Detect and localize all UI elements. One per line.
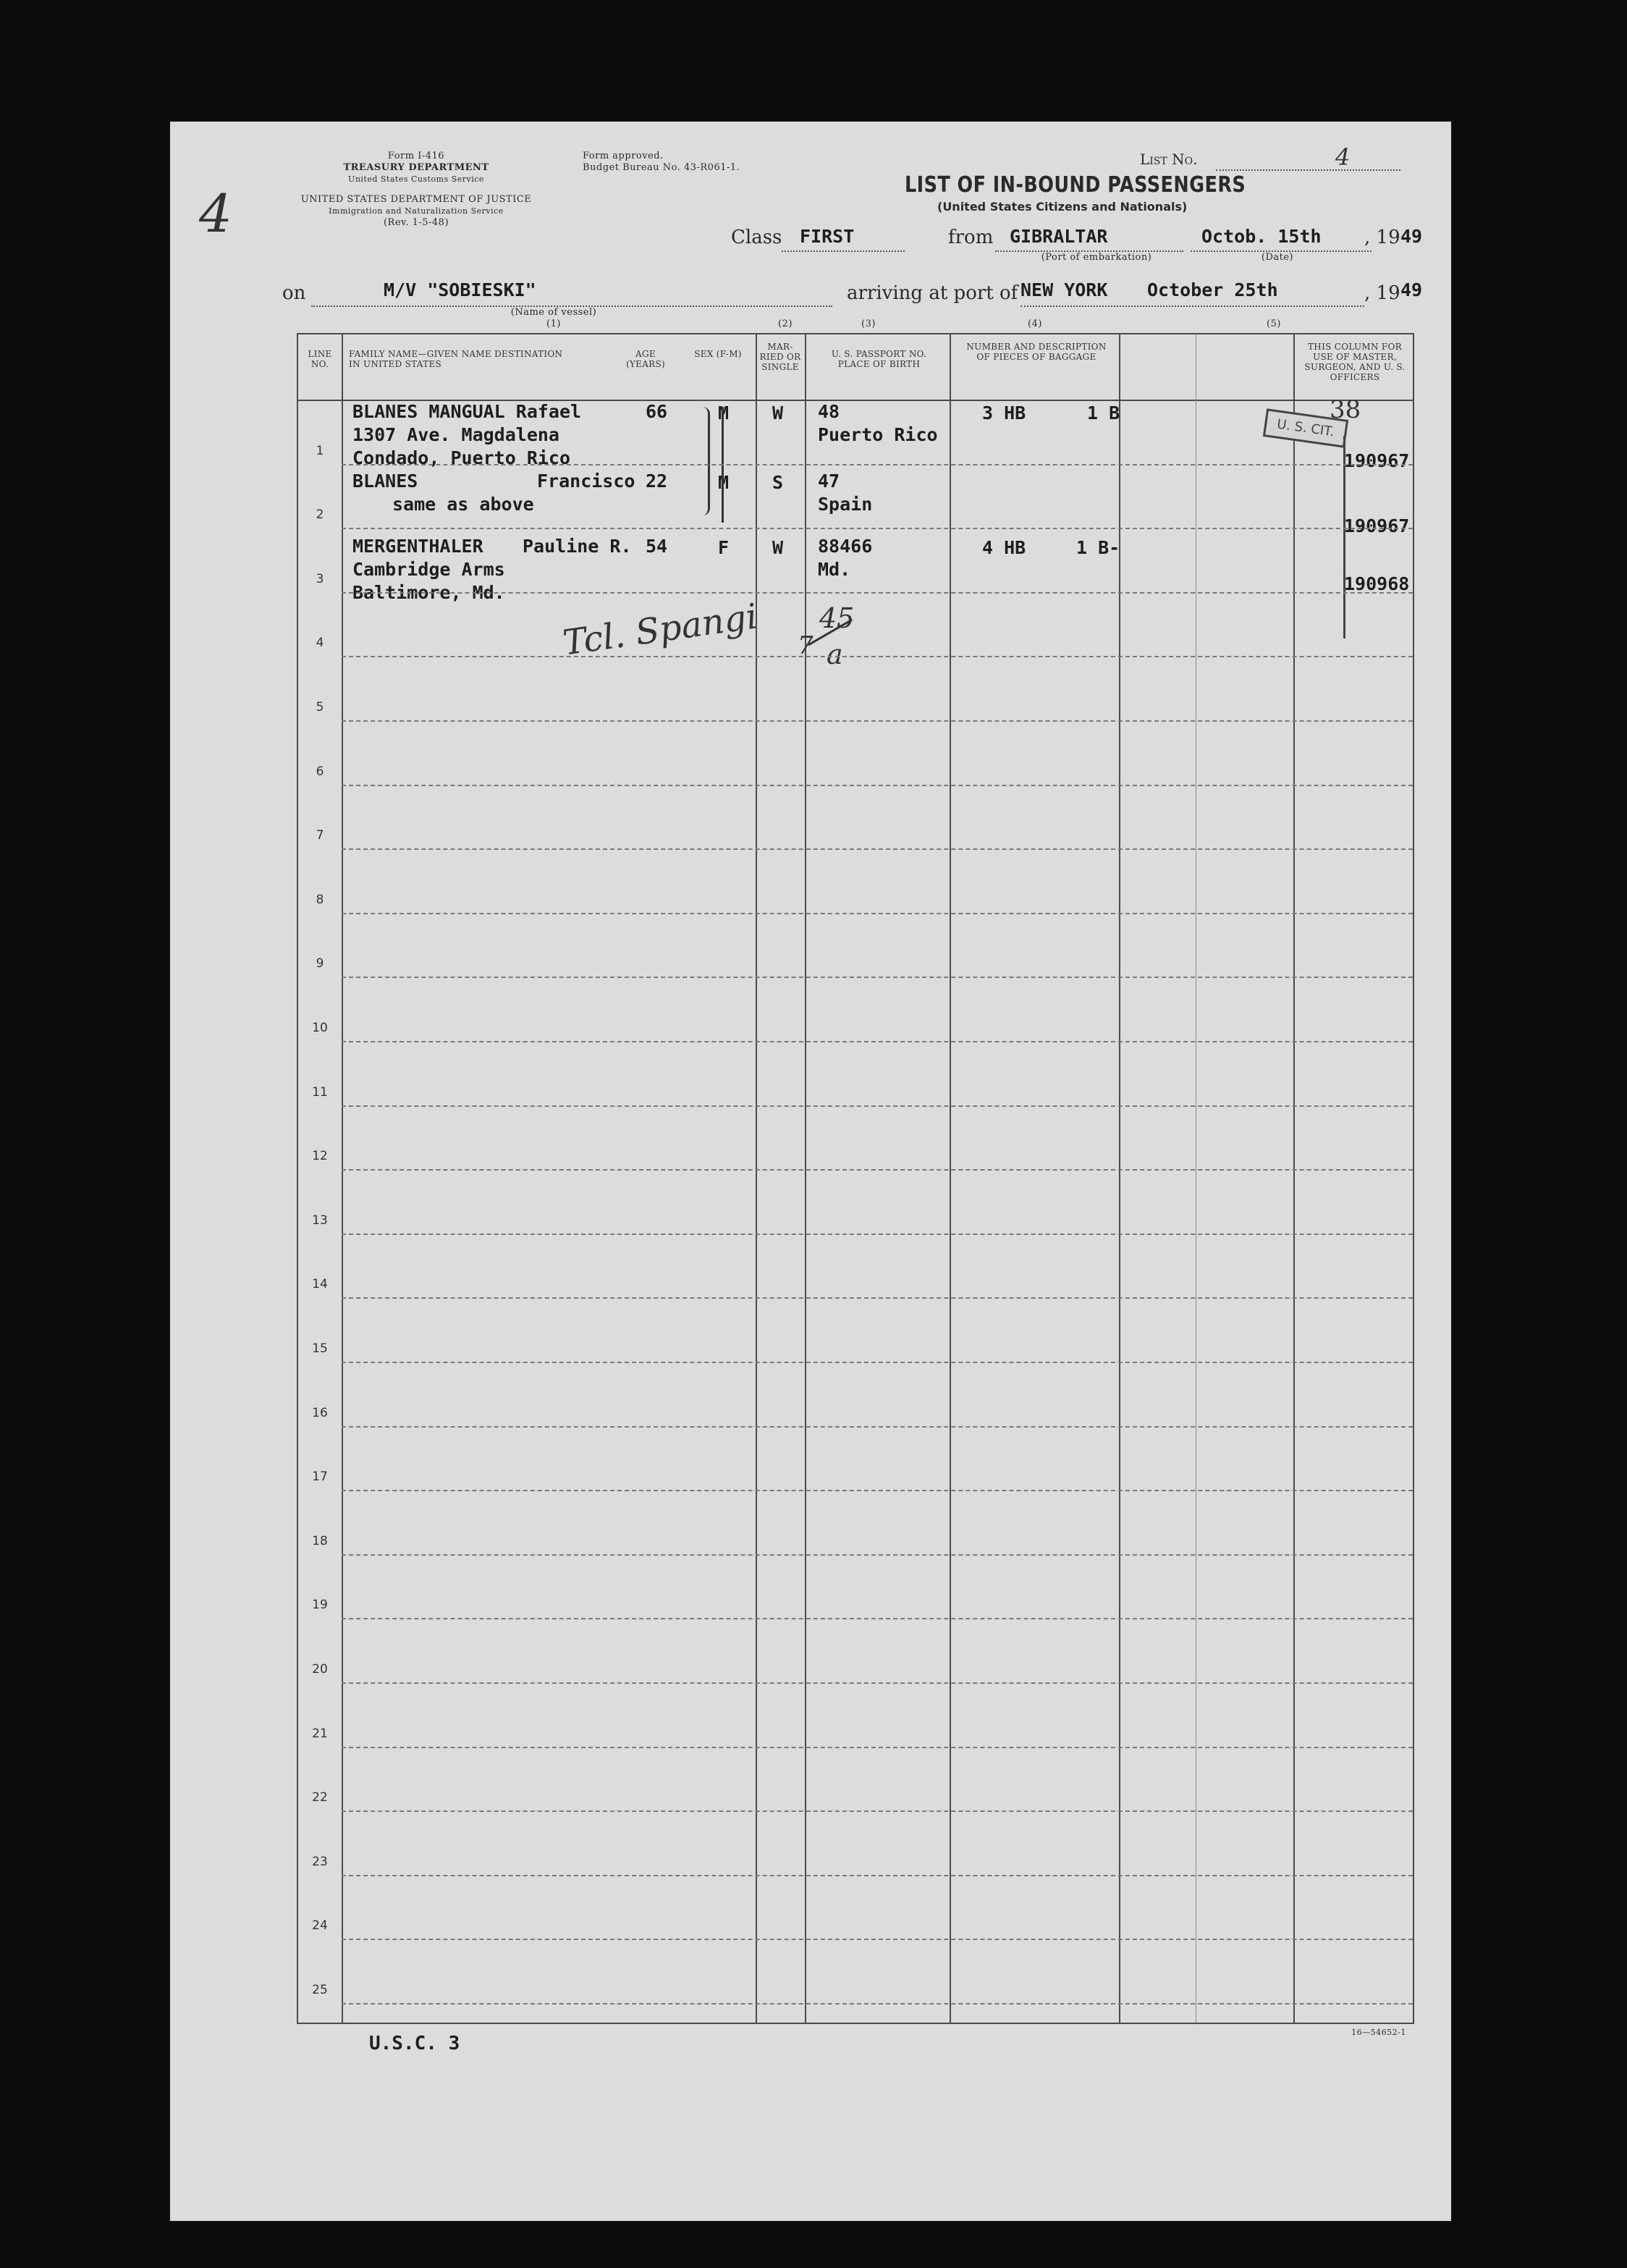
passenger-passport: 88466 <box>818 536 873 557</box>
passenger-sex: F <box>718 537 730 558</box>
col-header-age: AGE (YEARS) <box>625 349 666 369</box>
line-number: 1 <box>316 443 324 458</box>
table-row-line <box>342 1105 1413 1107</box>
line-number: 9 <box>316 956 324 971</box>
year-prefix: , 19 <box>1364 227 1400 248</box>
class-label: Class <box>731 227 782 248</box>
arrival-port: NEW YORK <box>1020 279 1108 300</box>
col-header-line-no: LINE NO. <box>308 349 332 369</box>
line-number: 4 <box>316 636 324 651</box>
line-number: 20 <box>312 1662 328 1677</box>
list-no-line <box>1216 169 1400 171</box>
passenger-passport: 48 <box>818 401 840 422</box>
line-number: 24 <box>312 1918 328 1934</box>
passenger-address: Cambridge Arms <box>352 559 505 580</box>
table-row-line <box>342 1041 1413 1042</box>
passenger-address: 1307 Ave. Magdalena <box>352 424 559 445</box>
footer-form-code: U.S.C. 3 <box>369 2033 460 2054</box>
col-divider <box>1293 334 1295 2023</box>
class-value: FIRST <box>800 226 855 247</box>
table-row-line <box>342 1426 1413 1428</box>
treasury-department: TREASURY DEPARTMENT <box>343 162 489 173</box>
officer-handwritten: 38 <box>1330 395 1361 424</box>
table-row-line <box>342 464 1413 465</box>
line-number: 14 <box>312 1277 328 1292</box>
passenger-address: same as above <box>392 494 534 515</box>
passenger-address: Baltimore, Md. <box>352 582 505 603</box>
arrival-date: October 25th <box>1147 279 1278 300</box>
handwritten-fraction-top: 45 <box>819 602 855 634</box>
passenger-sex: M <box>718 402 730 423</box>
table-row-line <box>342 2003 1413 2004</box>
table-row-line <box>342 1875 1413 1876</box>
col-divider <box>756 334 757 2023</box>
table-row-line <box>342 913 1413 914</box>
passenger-baggage: 3 HB <box>982 402 1026 423</box>
line-number: 6 <box>316 764 324 779</box>
form-title: LIST OF IN-BOUND PASSENGERS <box>905 172 1246 198</box>
col-header-married: MAR- RIED OR SINGLE <box>759 342 801 372</box>
form-approved: Form approved. <box>583 151 664 161</box>
line-number: 16 <box>312 1405 328 1420</box>
revision: (Rev. 1-5-48) <box>383 217 449 228</box>
passenger-baggage-extra: 1 B- <box>1076 537 1120 558</box>
passenger-name: MERGENTHALER <box>352 536 483 557</box>
passenger-marital: W <box>772 402 784 423</box>
col3-number: (3) <box>861 319 876 329</box>
year2-value: 49 <box>1400 279 1423 300</box>
passenger-given-name: Francisco <box>537 471 635 492</box>
line-number: 5 <box>316 700 324 714</box>
line-number: 10 <box>312 1021 328 1035</box>
passenger-list-form <box>170 122 1451 2221</box>
footer-print-code: 16—54652-1 <box>1351 2028 1406 2037</box>
form-subtitle: (United States Citizens and Nationals) <box>937 200 1188 214</box>
passenger-name: BLANES <box>352 471 418 492</box>
passenger-marital: W <box>772 537 784 558</box>
line-number: 7 <box>316 828 324 843</box>
col-header-officers: THIS COLUMN FOR USE OF MASTER, SURGEON, AND U. S. OFFICERS <box>1304 342 1406 382</box>
table-row-line <box>342 1939 1413 1940</box>
passenger-baggage: 4 HB <box>982 537 1026 558</box>
handwritten-fraction-mid: 7 <box>798 631 814 660</box>
officer-number: 190967 <box>1344 450 1410 471</box>
stamp-vertical-line <box>1343 436 1345 638</box>
line-number: 18 <box>312 1533 328 1548</box>
table-row-line <box>342 720 1413 722</box>
arriving-label: arriving at port of <box>847 282 1018 304</box>
passenger-age: 66 <box>646 401 668 422</box>
table-row-line <box>342 785 1413 786</box>
list-no-label: List No. <box>1140 151 1198 168</box>
officer-number: 190967 <box>1344 515 1410 536</box>
line-number: 21 <box>312 1726 328 1741</box>
table-row-line <box>342 1810 1413 1812</box>
table-row-line <box>342 1490 1413 1491</box>
col-header-passport: U. S. PASSPORT NO. PLACE OF BIRTH <box>831 349 927 369</box>
table-row-line <box>342 1747 1413 1748</box>
handwritten-signature: Tcl. Spangi <box>560 596 760 664</box>
us-citizen-stamp: U. S. CIT. <box>1263 408 1348 447</box>
officer-number: 190968 <box>1344 573 1410 594</box>
date-caption: (Date) <box>1261 252 1294 263</box>
line-number: 19 <box>312 1598 328 1613</box>
passenger-age: 22 <box>646 471 668 492</box>
col-divider <box>950 334 951 2023</box>
port-caption: (Port of embarkation) <box>1041 252 1152 263</box>
table-row-line <box>342 1169 1413 1171</box>
arrival-line <box>1020 305 1364 307</box>
passenger-birthplace: Puerto Rico <box>818 424 938 445</box>
col-divider <box>342 334 343 2023</box>
table-row-line <box>342 1682 1413 1684</box>
class-line <box>782 250 905 252</box>
port-of-embarkation: GIBRALTAR <box>1010 226 1108 247</box>
form-number: Form I-416 <box>387 151 445 161</box>
passenger-birthplace: Spain <box>818 494 873 515</box>
col-header-sex: SEX (F-M) <box>694 349 742 359</box>
table-row-line <box>342 1618 1413 1619</box>
passenger-given-name: Pauline R. <box>523 536 632 557</box>
col4-number: (4) <box>1028 319 1042 329</box>
table-row-line <box>342 528 1413 529</box>
passenger-sex: M <box>718 472 730 493</box>
col-divider <box>805 334 806 2023</box>
col-divider <box>1119 334 1120 2023</box>
passenger-address: Condado, Puerto Rico <box>352 447 571 468</box>
passenger-age: 54 <box>646 536 668 557</box>
ins-service: Immigration and Naturalization Service <box>329 206 504 216</box>
line-number: 8 <box>316 892 324 907</box>
col-header-baggage: NUMBER AND DESCRIPTION OF PIECES OF BAGGAGE <box>966 342 1107 362</box>
line-number: 25 <box>312 1983 328 1997</box>
line-number: 22 <box>312 1790 328 1805</box>
passenger-marital: S <box>772 472 784 493</box>
handwritten-fraction-bottom: a <box>827 638 843 670</box>
year2-prefix: , 19 <box>1364 282 1400 304</box>
customs-service: United States Customs Service <box>348 174 484 184</box>
embarkation-date: Octob. 15th <box>1201 226 1322 247</box>
line-number: 23 <box>312 1854 328 1869</box>
budget-bureau: Budget Bureau No. 43-R061-1. <box>583 162 740 173</box>
passenger-passport: 47 <box>818 471 840 492</box>
line-number: 12 <box>312 1149 328 1164</box>
year-value: 49 <box>1400 226 1423 247</box>
table-row-line <box>342 1362 1413 1363</box>
vessel-name: M/V "SOBIESKI" <box>384 279 536 300</box>
handwritten-bracket <box>698 407 710 515</box>
table-row-line <box>342 1297 1413 1299</box>
line-number: 2 <box>316 507 324 523</box>
col5-number: (5) <box>1267 319 1281 329</box>
line-number: 13 <box>312 1213 328 1228</box>
table-row-line <box>342 977 1413 978</box>
col2-number: (2) <box>778 319 793 329</box>
table-row-line <box>342 848 1413 850</box>
passenger-name: BLANES MANGUAL Rafael <box>352 401 582 422</box>
table-row-line <box>342 1234 1413 1235</box>
line-number: 15 <box>312 1341 328 1356</box>
list-no-value: 4 <box>1335 143 1351 171</box>
margin-note: 4 <box>199 183 232 244</box>
passenger-table <box>297 333 1414 2024</box>
on-label: on <box>282 282 306 304</box>
col-header-name: FAMILY NAME—GIVEN NAME DESTINATION IN UNITED STATES <box>349 349 563 369</box>
department-of-justice: UNITED STATES DEPARTMENT OF JUSTICE <box>300 194 532 205</box>
passenger-birthplace: Md. <box>818 559 851 580</box>
line-number: 17 <box>312 1470 328 1485</box>
passenger-baggage-extra: 1 B <box>1087 402 1120 423</box>
col1-caption: (1) <box>546 319 561 329</box>
table-row-line <box>342 656 1413 657</box>
from-label: from <box>948 227 994 248</box>
line-number: 3 <box>316 571 324 586</box>
table-row-line <box>342 1554 1413 1556</box>
table-row-line <box>342 592 1413 594</box>
line-number: 11 <box>312 1084 328 1100</box>
vessel-caption: (Name of vessel) <box>510 307 597 318</box>
